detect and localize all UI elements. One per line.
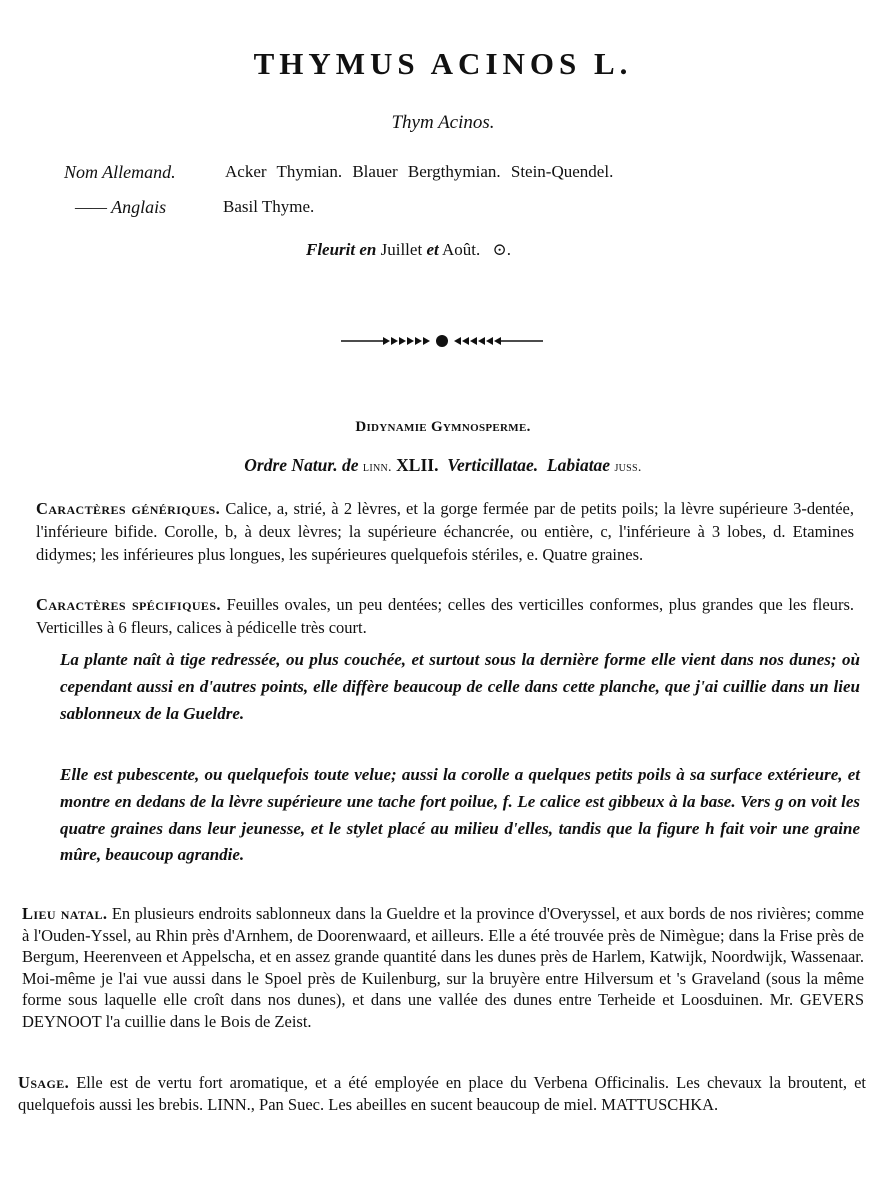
english-name-label: —— Anglais — [75, 197, 167, 217]
habitat-text: En plusieurs endroits sablonneux dans la Gueldre et la province d'Overyssel, et aux bords de nos rivières; comme à l'Ouden-Yssel, au Rhin près d'Arnhem, de Doorenwaard, et ailleurs. Elle a été trouvée près de Nimègue; dans la Frise près de Bergum, Heerenveen et Appelscha, et en assez grande quantité dans les dunes près de Harlem, Katwijk, Noordwijk, Wassenaar. Moi-même je l'ai vue aussi dans le Spoel près de Kuilenburg, sur la bruyère entre Hilversum et 's Graveland (sous la même forme sous laquelle elle croît dans nos dunes), et dans une vallée des dunes entre Terheide et Loosduinen. Mr. GEVERS DEYNOOT l'a cuillie dans le Bois de Zeist. — [22, 904, 864, 1031]
specific-label: Caractères spécifiques. — [36, 595, 221, 614]
usage-label: Usage. — [18, 1073, 70, 1092]
german-name-value: Acker Thymian. Blauer Bergthymian. Stein-Quendel. — [225, 162, 614, 181]
description-paragraph-1: La plante naît à tige redressée, ou plus couchée, et surtout sous la dernière forme elle vient dans nos dunes; où cependant aussi en d'autres points, elle diffère beaucoup de celle dans cette planche, que j'ai cuillie dans un lieu sablonneux de la Gueldre. — [60, 650, 860, 723]
habitat-label: Lieu natal. — [22, 904, 108, 923]
usage-text: Elle est de vertu fort aromatique, et a été employée en place du Verbena Officinalis. Les chevaux la broutent, et quelquefois aussi les brebis. LINN., Pan Suec. Les abeilles en sucent beaucoup de miel. MATTUSCHKA. — [18, 1073, 867, 1114]
specific-text: Feuilles ovales, un peu dentées; celles des verticilles conformes, plus grandes que les fleurs. Verticilles à 6 fleurs, calices à pédicelle très court. — [36, 595, 855, 637]
labiatae: Labiatae — [546, 455, 611, 475]
english-name-value: Basil Thyme. — [223, 197, 315, 216]
flowering-line — [306, 240, 511, 260]
specific-characters — [36, 594, 854, 640]
juss-abbrev: juss. — [614, 460, 642, 475]
annual-symbol: ⊙. — [492, 240, 512, 259]
generic-label: Caractères génériques. — [36, 499, 221, 518]
generic-text: Calice, a, strié, à 2 lèvres, et la gorge fermée par de petits poils; la lèvre supérieure 3-dentée, l'inférieure bifide. Corolle, b, à deux lèvres; la supérieure échancrée, ou entière, c, l'inférieure à 3 lobes, d. Etamines didymes; les inférieures plus longues, les supérieures quelquefois stériles, e. Quatre graines. — [36, 499, 854, 564]
usage-paragraph — [18, 1072, 866, 1115]
page-subtitle: Thym Acinos. — [391, 112, 495, 133]
fleurit-word: Fleurit — [306, 240, 356, 259]
ordre-label: Ordre Natur. de — [244, 455, 359, 475]
generic-characters — [36, 498, 854, 566]
german-name-label: Nom Allemand. — [64, 162, 176, 182]
juillet-word: Juillet — [380, 240, 423, 259]
page-title: THYMUS ACINOS L. — [253, 46, 633, 81]
ornament-divider-icon — [341, 334, 543, 348]
linn-abbrev: linn. — [362, 460, 392, 475]
linnaean-class: Didynamie Gymnosperme. — [355, 419, 531, 435]
description-paragraph-2: Elle est pubescente, ou quelquefois toute velue; aussi la corolle a quelques petits poils à sa surface extérieure, et montre en dedans de la lèvre supérieure une tache fort poilue, f. Le calice est gibbeux à la base. Vers g on voit les quatre graines dans leur jeunesse, et le stylet placé au milieu d'elles, tandis que la figure h fait voir une graine mûre, beaucoup agrandie. — [60, 765, 860, 865]
habitat-paragraph — [22, 903, 864, 1033]
verticillatae: Verticillatae. — [447, 455, 539, 475]
en-word: en — [359, 240, 377, 259]
et-word: et — [426, 240, 439, 259]
aout-word: Août. — [442, 240, 481, 259]
order-number: XLII. — [396, 455, 439, 475]
natural-order-line — [0, 455, 886, 476]
